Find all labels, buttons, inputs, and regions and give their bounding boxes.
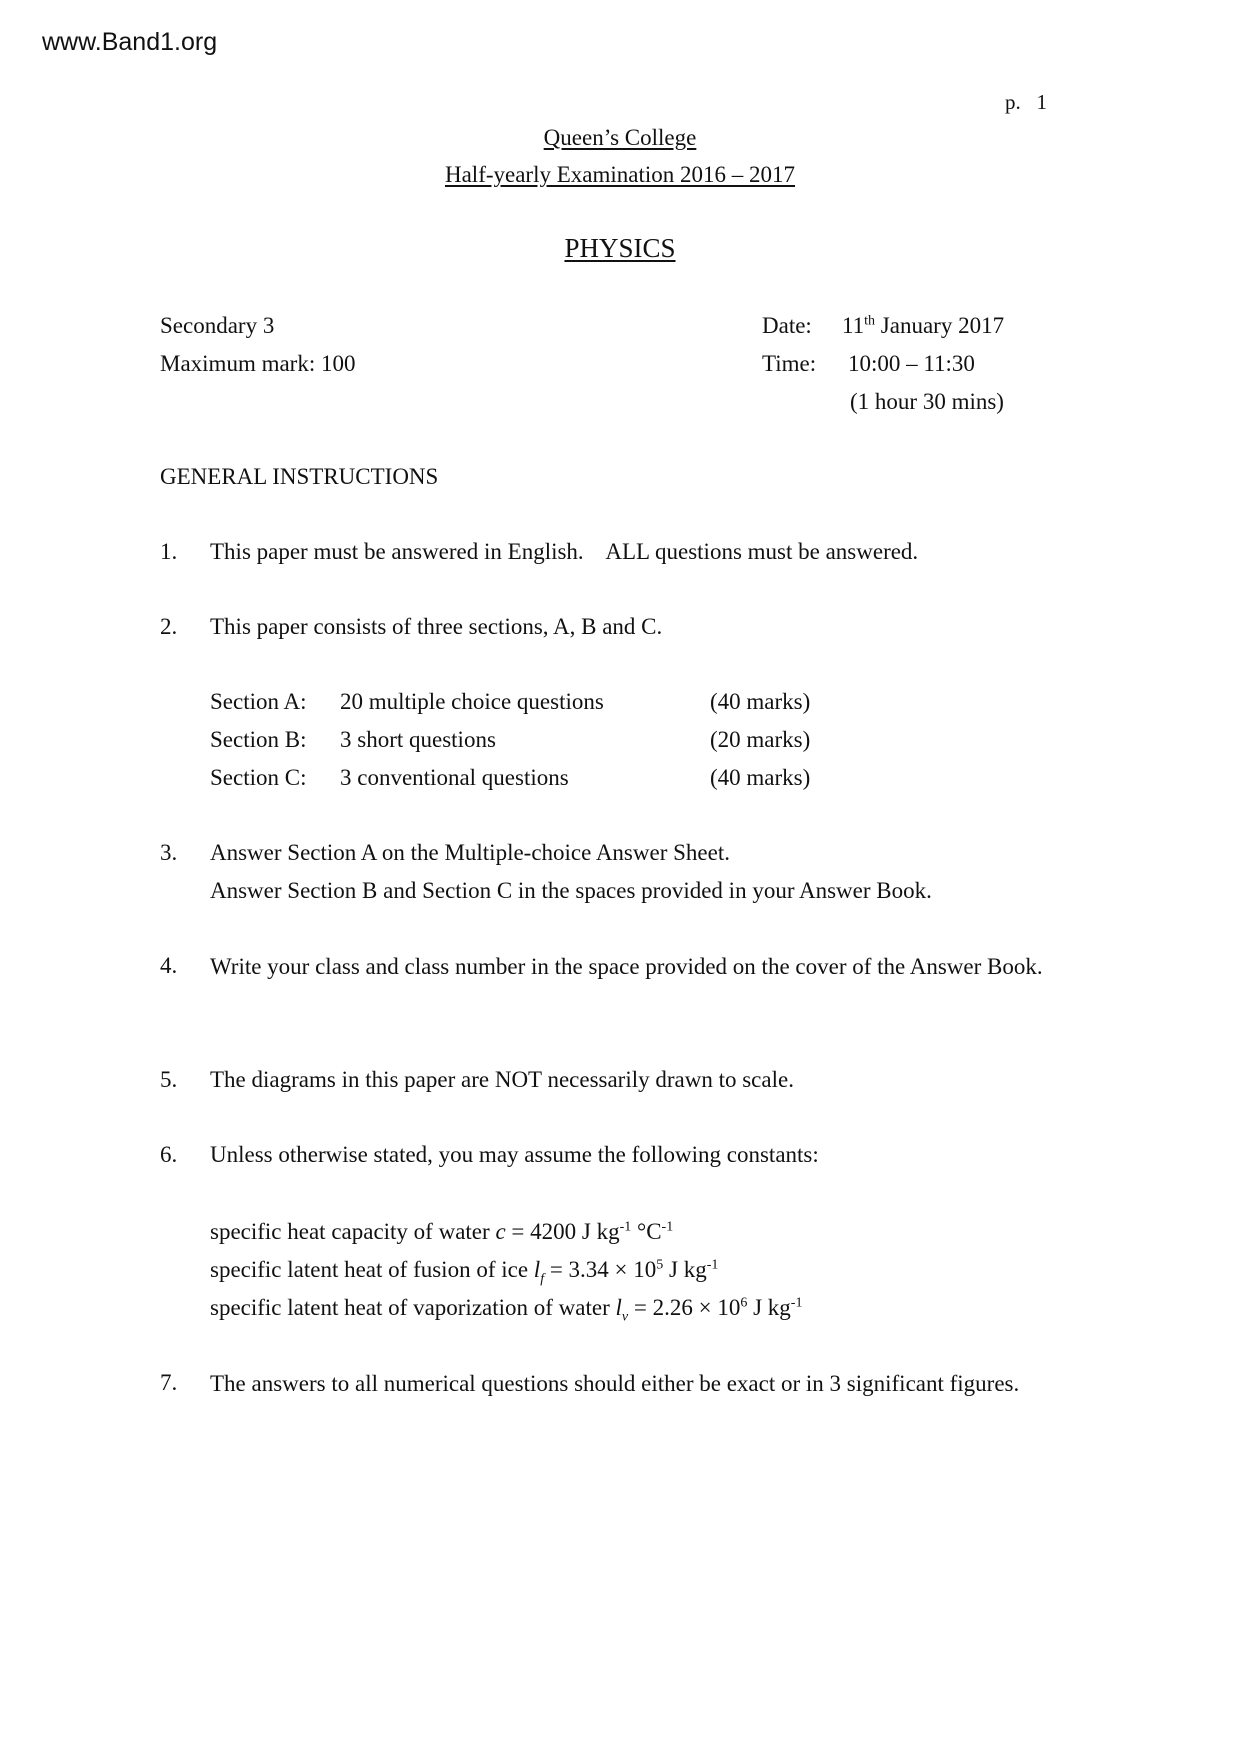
constant-latent-vaporization: specific latent heat of vaporization of water $l_v = 2.26 \times 10^6$ J $kg^{-1}$ xyxy=(210,1295,803,1325)
instruction-text: Write your class and class number in the space provided on the cover of the Answer Book. xyxy=(210,954,1043,979)
section-marks: (20 marks) xyxy=(710,727,811,752)
instruction-text: Unless otherwise stated, you may assume the following constants: xyxy=(210,1142,819,1167)
section-label: Section B: xyxy=(210,727,307,752)
instruction-number: 6. xyxy=(160,1142,178,1167)
instruction-text: This paper must be answered in English. ALL questions must be answered. xyxy=(210,539,919,564)
instruction-number: 2. xyxy=(160,614,178,639)
time-label: Time: xyxy=(762,351,817,376)
instruction-text: This paper consists of three sections, A, B and C. xyxy=(210,614,663,639)
section-label: Section C: xyxy=(210,765,307,790)
page-number xyxy=(1005,88,1047,116)
instruction-text: The answers to all numerical questions should either be exact or in 3 significant figures. xyxy=(210,1371,1020,1396)
instruction-number: 7. xyxy=(160,1370,178,1395)
exam-title: Half-yearly Examination 2016 – 2017 xyxy=(444,162,796,187)
school-name: Queen’s College xyxy=(543,125,697,150)
page-number-value: 1 xyxy=(1036,90,1047,114)
instructions-heading: GENERAL INSTRUCTIONS xyxy=(160,464,439,489)
instruction-number: 4. xyxy=(160,953,178,978)
instruction-number: 5. xyxy=(160,1067,178,1092)
watermark-url: www.Band1.org xyxy=(42,28,218,56)
maximum-mark: Maximum mark: 100 xyxy=(160,351,356,376)
section-label: Section A: xyxy=(210,689,307,714)
date-label: Date: xyxy=(762,313,812,338)
date-value: 11th January 2017 xyxy=(842,313,1005,338)
constant-latent-fusion: specific latent heat of fusion of ice $l_f = 3.34 \times 10^5$ J $kg^{-1}$ xyxy=(210,1257,719,1287)
subject-title: PHYSICS xyxy=(564,233,676,263)
instruction-text: The diagrams in this paper are NOT necessarily drawn to scale. xyxy=(210,1067,794,1092)
section-description: 20 multiple choice questions xyxy=(340,689,604,714)
instruction-number: 3. xyxy=(160,840,178,865)
section-marks: (40 marks) xyxy=(710,689,811,714)
duration: (1 hour 30 mins) xyxy=(850,389,1004,414)
section-marks: (40 marks) xyxy=(710,765,811,790)
time-value: 10:00 – 11:30 xyxy=(848,351,975,376)
section-description: 3 conventional questions xyxy=(340,765,569,790)
instruction-text: Answer Section A on the Multiple-choice Answer Sheet. xyxy=(210,840,730,865)
instruction-text: Answer Section B and Section C in the spaces provided in your Answer Book. xyxy=(210,878,932,903)
page-label: p. xyxy=(1005,90,1021,114)
form-level: Secondary 3 xyxy=(160,313,275,338)
constant-specific-heat: specific heat capacity of water c = 4200 J $kg^{-1}$ $^\circ C^{-1}$ xyxy=(210,1219,674,1244)
section-description: 3 short questions xyxy=(340,727,496,752)
instruction-number: 1. xyxy=(160,539,178,564)
